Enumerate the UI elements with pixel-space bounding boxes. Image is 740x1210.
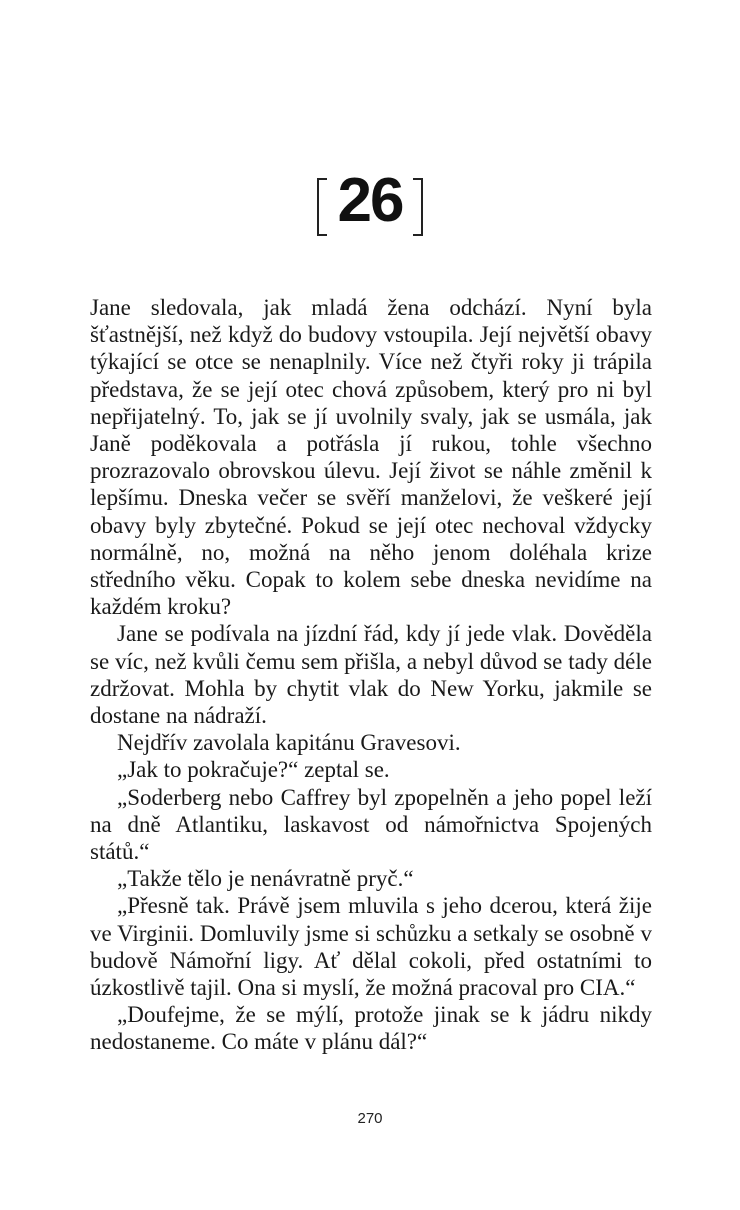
paragraph: „Soderberg nebo Caffrey byl zpopelněn a jeho popel leží na dně Atlantiku, laskavost od námořnictva Spojených států.“ [90,784,652,865]
chapter-number: 26 [337,166,403,235]
paragraph: Jane se podívala na jízdní řád, kdy jí jede vlak. Dověděla se víc, než kvůli čemu sem přišla, a nebyl důvod se tady déle zdržovat. Mohla by chytit vlak do New Yorku, jakmile se dostane na nádraží. [90,621,652,729]
paragraph: „Jak to pokračuje?“ zeptal se. [117,757,390,783]
paragraph: „Doufejme, že se mýlí, protože jinak se k jádru nikdy nedostaneme. Co máte v plánu dál?“ [90,1002,652,1055]
page-number: 270 [357,1110,383,1127]
chapter-body [90,294,652,1056]
paragraph: Jane sledovala, jak mladá žena odchází. Nyní byla šťastnější, než když do budovy vstoupila. Její největší obavy týkající se otce se nenaplnily. Více než čtyři roky ji trápila představa, že se její otec chová způsobem, který pro ni byl nepřijatelný. To, jak se jí uvolnily svaly, jak se usmála, jak Janě poděkovala a potřásla jí rukou, tohle všechno prozrazovalo obrovskou úlevu. Její život se náhle změnil k lepšímu. Dneska večer se svěří manželovi, že veškeré její obavy byly zbytečné. Pokud se její otec nechoval vždycky normálně, no, možná na něho jenom doléhala krize středního věku. Copak to kolem sebe dneska nevidíme na každém kroku? [90,295,652,620]
chapter-heading [317,166,423,237]
paragraph: Nejdřív zavolala kapitánu Gravesovi. [117,730,461,756]
paragraph: „Přesně tak. Právě jsem mluvila s jeho dcerou, která žije ve Virginii. Domluvily jsme si schůzku a setkaly se osobně v budově Námořní ligy. Ať dělal cokoli, před ostatními to úzkostlivě tajil. Ona si myslí, že možná pracoval pro CIA.“ [90,893,652,1001]
paragraph: „Takže tělo je nenávratně pryč.“ [117,866,414,892]
